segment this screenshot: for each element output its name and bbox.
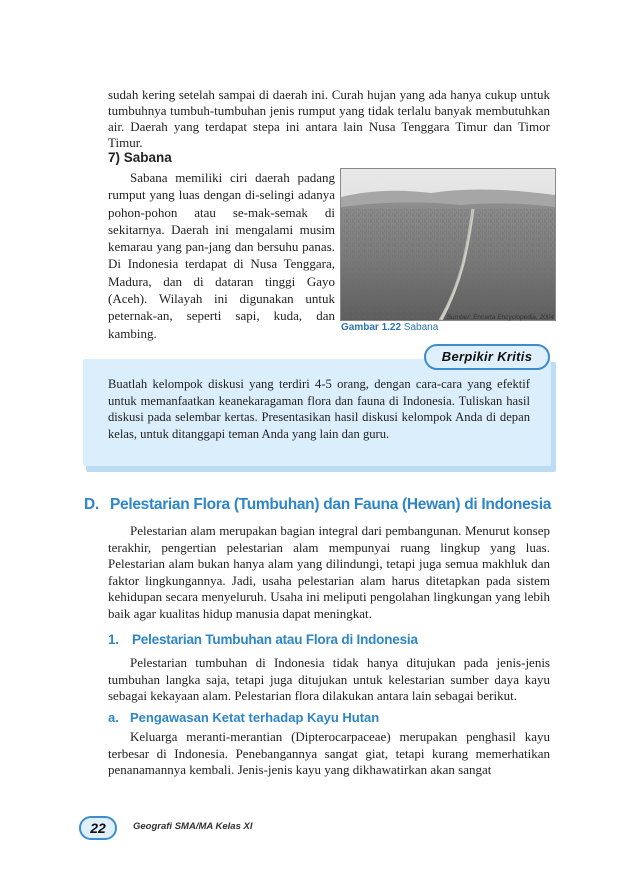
section-d-heading bbox=[84, 496, 551, 514]
section-d-paragraph bbox=[108, 523, 550, 623]
sabana-text: Sabana memiliki ciri daerah padang rumput yang luas dengan di-selingi adanya pohon-pohon atau se-mak-semak di sekitarnya. Daerah ini mengalami musim kemarau yang pan-jang dan bersuhu panas. Di Indonesia terdapat di Nusa Tenggara, Madura, dan di dataran tinggi Gayo (Aceh). Wilayah ini digunakan untuk peternak-an, seperti sapi, kuda, dan kambing. bbox=[108, 170, 335, 341]
subsection-a-number: a. bbox=[108, 710, 119, 725]
section-d-title: Pelestarian Flora (Tumbuhan) dan Fauna (Hewan) di Indonesia bbox=[110, 496, 552, 513]
intro-paragraph: sudah kering setelah sampai di daerah ini. Curah hujan yang ada hanya cukup untuk tumbuhnya tumbuh-tumbuhan jenis rumput yang tidak terlalu banyak membutuhkan air. Daerah yang terdapat stepa ini antara lain Nusa Tenggara Timur dan Timor Timur. bbox=[108, 87, 550, 150]
book-title: Geografi SMA/MA Kelas XI bbox=[133, 821, 253, 832]
sabana-heading: 7) Sabana bbox=[108, 150, 172, 165]
subsection-a-title: Pengawasan Ketat terhadap Kayu Hutan bbox=[130, 710, 380, 725]
section-d-letter: D. bbox=[84, 496, 99, 513]
sabana-paragraph bbox=[108, 169, 335, 342]
subsection-1-heading bbox=[108, 632, 418, 647]
grassland-image bbox=[341, 169, 555, 320]
page-number: 22 bbox=[79, 816, 117, 840]
figure-caption bbox=[341, 322, 438, 333]
subsection-1-title: Pelestarian Tumbuhan atau Flora di Indonesia bbox=[132, 632, 418, 647]
subsection-a-heading bbox=[108, 710, 379, 725]
photo-source: Sumber: Encarta Encyclopedia, 2004 bbox=[446, 314, 554, 321]
subsection-1-paragraph bbox=[108, 655, 550, 705]
critical-thinking-badge: Berpikir Kritis bbox=[424, 344, 550, 370]
figure-label: Gambar 1.22 bbox=[341, 322, 402, 333]
subsection-a-paragraph bbox=[108, 729, 550, 779]
section-d-text: Pelestarian alam merupakan bagian integral dari pembangunan. Menurut konsep terakhir, pengertian pelestarian alam mempunyai ruang lingkup yang luas. Pelestarian alam bukan hanya alam yang dilindungi, tetapi juga semua makhluk dan faktor lingkungannya. Jadi, usaha pelestarian alam harus ditetapkan pada sistem kehidupan secara menyeluruh. Usaha ini meliputi pengolahan lingkungan yang lebih baik agar kualitas hidup manusia dapat meningkat. bbox=[108, 523, 550, 621]
figure-title: Sabana bbox=[403, 322, 439, 333]
subsection-1-number: 1. bbox=[108, 632, 119, 647]
subsection-a-text: Keluarga meranti-merantian (Dipterocarpaceae) merupakan penghasil kayu terbesar di Indonesia. Penebangannya sangat giat, tetapi kurang memerhatikan penanamannya kembali. Jenis-jenis kayu yang dikhawatirkan akan sangat bbox=[108, 729, 550, 778]
critical-thinking-text: Buatlah kelompok diskusi yang terdiri 4-5 orang, dengan cara-cara yang efektif untuk memanfaatkan keanekaragaman flora dan fauna di Indonesia. Tuliskan hasil diskusi pada selembar kertas. Presentasikan hasil diskusi kelompok Anda di depan kelas, untuk ditanggapi teman Anda yang lain dan guru. bbox=[108, 377, 530, 441]
sabana-photo bbox=[340, 168, 556, 321]
subsection-1-text: Pelestarian tumbuhan di Indonesia tidak hanya ditujukan pada jenis-jenis tumbuhan langka saja, tetapi juga ditujukan untuk kelestarian sumber daya kayu sebagai kekayaan alam. Pelestarian flora dilakukan antara lain sebagai berikut. bbox=[108, 655, 550, 704]
